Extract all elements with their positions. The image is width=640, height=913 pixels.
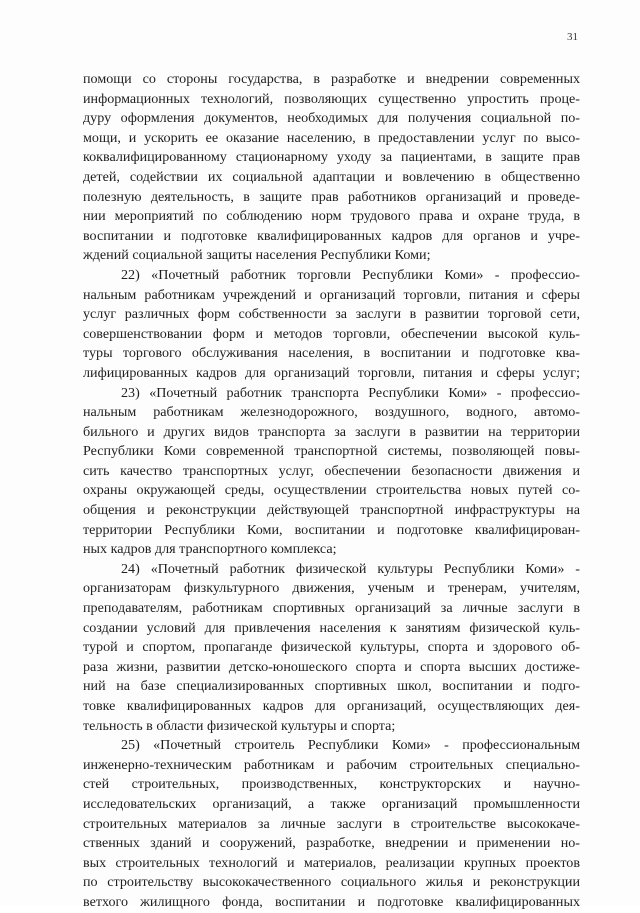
text-line: бильного и других видов транспорта за заслуги в развитии на территории (83, 423, 580, 440)
paragraph-item-25 (83, 736, 580, 912)
text-line: Республики Коми современной транспортной системы, позволяющей повы- (83, 443, 580, 460)
text-line: услуг различных форм собственности за заслуги в развитии торговой сети, (83, 306, 580, 323)
paragraph-item-22 (83, 266, 580, 384)
text-line: сить качество транспортных услуг, обеспечении безопасности движения и (83, 462, 580, 479)
text-line: мощи, и ускорить ее оказание населению, в предоставлении услуг по высо- (83, 129, 580, 146)
text-line: 22) «Почетный работник торговли Республики Коми» - профессио- (121, 266, 580, 283)
page-number: 31 (567, 31, 578, 43)
paragraph-item-23 (83, 384, 580, 560)
text-line: 25) «Почетный строитель Республики Коми» - профессиональным (121, 737, 580, 754)
text-line: ственных зданий и сооружений, разработке, внедрении и применении но- (83, 835, 580, 852)
text-line: ждений социальной защиты населения Республики Коми; (83, 247, 431, 264)
text-line: 23) «Почетный работник транспорта Республики Коми» - профессио- (121, 384, 580, 401)
text-line: ний на базе специализированных спортивных школ, воспитании и подго- (83, 678, 580, 695)
text-line: стей строительных, производственных, конструкторских и научно- (83, 776, 580, 793)
text-line: создании условий для привлечения населения к занятиям физической куль- (83, 619, 580, 636)
document-body (83, 70, 580, 913)
text-line: нальным работникам железнодорожного, воздушного, водного, автомо- (83, 404, 580, 421)
text-line: совершенствовании форм и методов торговли, обеспечении высокой куль- (83, 325, 580, 342)
text-line: вых строительных технологий и материалов, реализации крупных проектов (83, 854, 580, 871)
text-line: по строительству высококачественного социального жилья и реконструкции (83, 874, 580, 891)
paragraph-item-24 (83, 560, 580, 736)
text-line: воспитании и подготовке квалифицированных кадров для органов и учре- (83, 227, 580, 244)
text-line: туры торгового обслуживания населения, в воспитании и подготовке ква- (83, 345, 580, 362)
text-line: территории Республики Коми, воспитании и подготовке квалифицирован- (83, 521, 580, 538)
text-line: 24) «Почетный работник физической культуры Республики Коми» - (121, 560, 580, 577)
text-line: помощи со стороны государства, в разработке и внедрении современных (83, 71, 580, 87)
text-line: турой и спортом, пропаганде физической культуры, спорта и здорового об- (83, 639, 580, 656)
text-line: ных кадров для транспортного комплекса; (83, 541, 337, 558)
text-line: исследовательских организаций, а также организаций промышленности (83, 795, 580, 812)
text-line: инженерно-техническим работникам и рабочим строительных специально- (83, 756, 580, 773)
text-line: полезную деятельность, в защите прав работников организаций и проведе- (83, 188, 580, 205)
text-line: нии мероприятий по соблюдению норм трудового права и охране труда, в (83, 208, 580, 225)
text-line: коквалифицированному стационарному уходу за пациентами, в защите прав (83, 149, 580, 166)
text-line: тельность в области физической культуры и спорта; (83, 717, 396, 734)
text-line: товке квалифицированных кадров для организаций, осуществляющих дея- (83, 698, 580, 714)
text-line: строительных материалов за личные заслуги в строительстве высококаче- (83, 815, 580, 832)
text-line: организаторам физкультурного движения, ученым и тренерам, учителям, (83, 580, 580, 597)
text-line: детей, содействии их социальной адаптации и вовлечению в общественно (83, 168, 580, 185)
text-line: ветхого жилищного фонда, воспитании и подготовке квалифицированных (83, 893, 580, 910)
text-line: преподавателям, работникам спортивных организаций за личные заслуги в (83, 600, 580, 617)
text-line: информационных технологий, позволяющих существенно упростить проце- (83, 90, 580, 107)
text-line: дуру оформления документов, необходимых для получения социальной по- (83, 110, 580, 127)
text-line: лифицированных кадров для организаций торговли, питания и сферы услуг; (83, 364, 580, 381)
text-line: нальным работникам учреждений и организаций торговли, питания и сферы (83, 286, 580, 303)
text-line: охраны окружающей среды, осуществлении строительства новых путей со- (83, 482, 580, 499)
paragraph-social-protection (83, 70, 580, 266)
text-line: раза жизни, развитии детско-юношеского спорта и спорта высших достиже- (83, 658, 580, 675)
text-line: общения и реконструкции действующей транспортной инфраструктуры на (83, 502, 580, 519)
